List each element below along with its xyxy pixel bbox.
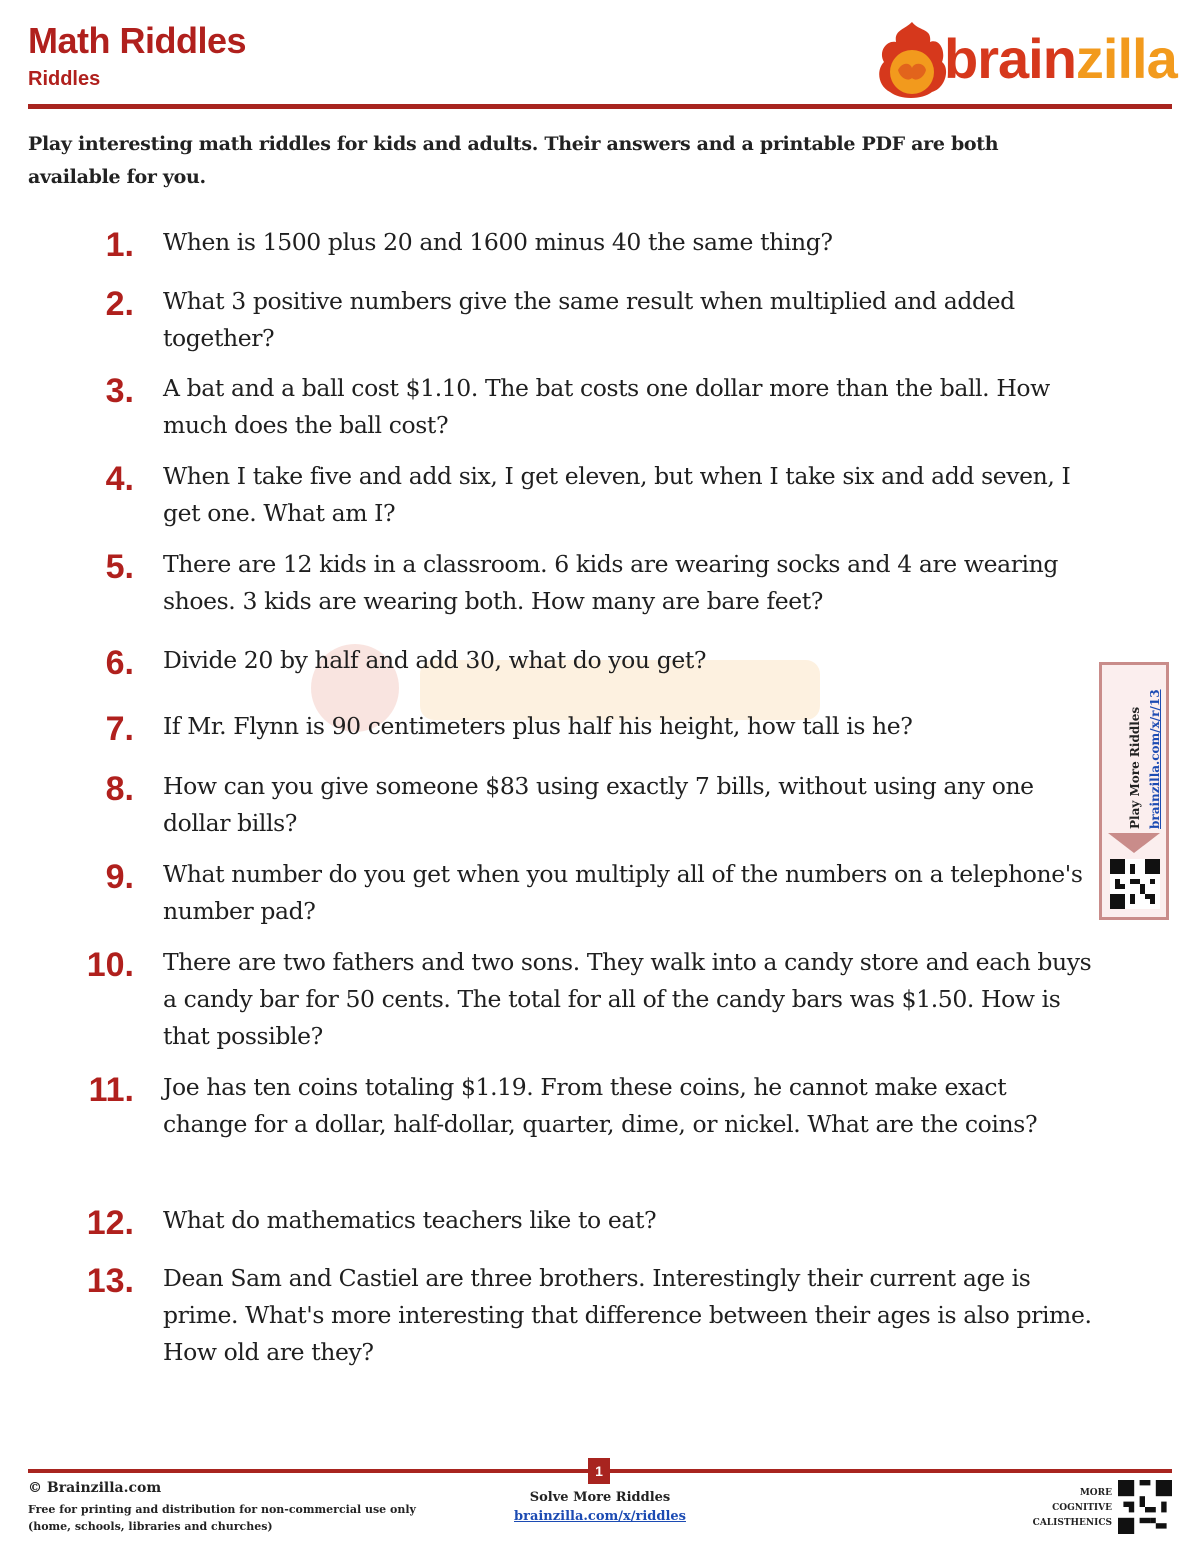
riddle-text: When I take five and add six, I get eleven, but when I take six and add seven, I get one. What am I? — [163, 462, 1071, 527]
intro-paragraph: Play interesting math riddles for kids and adults. Their answers and a printable PDF are both available for you. — [28, 133, 999, 188]
page-title: Math Riddles — [28, 20, 247, 61]
footer-link[interactable]: brainzilla.com/x/riddles — [514, 1509, 686, 1524]
play-more-panel[interactable] — [1099, 662, 1169, 920]
side-text-block — [1104, 671, 1164, 831]
logo-word-zilla: zilla — [1075, 27, 1177, 90]
more-tag-line: COGNITIVE — [1052, 1503, 1112, 1513]
more-cognitive-tag — [1000, 1486, 1112, 1531]
riddle-text: Joe has ten coins totaling $1.19. From these coins, he cannot make exact change for a dollar, half-dollar, quarter, dime, or nickel. What are the coins? — [163, 1073, 1038, 1138]
riddle-text: What do mathematics teachers like to eat? — [163, 1206, 657, 1234]
qr-code-icon[interactable] — [1118, 1480, 1172, 1534]
arrow-down-icon — [1108, 833, 1160, 853]
riddle-text: What 3 positive numbers give the same result when multiplied and added together? — [163, 287, 1015, 352]
side-panel-label: Play More Riddles — [1128, 706, 1142, 829]
riddle-number: 6. — [105, 644, 134, 682]
riddle-number: 5. — [105, 548, 134, 586]
header-divider — [28, 104, 1172, 109]
qr-code-icon[interactable] — [1110, 859, 1160, 909]
riddle-number: 11. — [88, 1071, 134, 1109]
riddle-text: Divide 20 by half and add 30, what do you get? — [163, 646, 707, 674]
page-header — [28, 18, 1177, 108]
riddle-text: How can you give someone $83 using exactly 7 bills, without using any one dollar bills? — [163, 772, 1034, 837]
riddle-text: What number do you get when you multiply all of the numbers on a telephone's number pad? — [163, 860, 1083, 925]
brainzilla-logo[interactable] — [872, 18, 1177, 102]
riddle-number: 2. — [105, 285, 134, 323]
flame-brain-icon — [872, 18, 952, 102]
riddle-text: Dean Sam and Castiel are three brothers. Interestingly their current age is prime. What's more interesting that difference between their ages is also prime. How old are they? — [163, 1264, 1092, 1366]
logo-wordmark — [944, 26, 1177, 91]
page-subtitle: Riddles — [28, 68, 101, 90]
riddle-text: There are 12 kids in a classroom. 6 kids are wearing socks and 4 are wearing shoes. 3 kids are wearing both. How many are bare feet? — [163, 550, 1059, 615]
logo-word-brain: brain — [944, 27, 1076, 90]
riddle-text: There are two fathers and two sons. They walk into a candy store and each buys a candy bar for 50 cents. The total for all of the candy bars was $1.50. How is that possible? — [163, 948, 1092, 1050]
footer-solve-more — [450, 1490, 750, 1524]
more-tag-line: MORE — [1079, 1488, 1112, 1498]
license-text: Free for printing and distribution for non-commercial use only (home, schools, libraries and churches) — [28, 1503, 416, 1533]
riddle-number: 12. — [86, 1204, 134, 1242]
footer-title: Solve More Riddles — [529, 1490, 671, 1505]
riddle-number: 8. — [105, 770, 134, 808]
riddle-number: 10. — [86, 946, 134, 984]
riddle-number: 9. — [105, 858, 134, 896]
riddle-number: 1. — [105, 226, 134, 264]
riddle-text: A bat and a ball cost $1.10. The bat costs one dollar more than the ball. How much does the ball cost? — [163, 374, 1050, 439]
riddle-text: When is 1500 plus 20 and 1600 minus 40 the same thing? — [163, 228, 833, 256]
riddle-number: 13. — [86, 1262, 134, 1300]
copyright-text: © Brainzilla.com — [28, 1480, 162, 1496]
riddle-number: 3. — [105, 372, 134, 410]
riddle-number: 7. — [105, 710, 134, 748]
riddle-number: 4. — [105, 460, 134, 498]
page-number: 1 — [588, 1458, 610, 1484]
riddle-text: If Mr. Flynn is 90 centimeters plus half his height, how tall is he? — [163, 712, 913, 740]
more-tag-line: CALISTHENICS — [1032, 1518, 1112, 1528]
side-panel-link[interactable]: brainzilla.com/x/r/13 — [1148, 689, 1162, 829]
